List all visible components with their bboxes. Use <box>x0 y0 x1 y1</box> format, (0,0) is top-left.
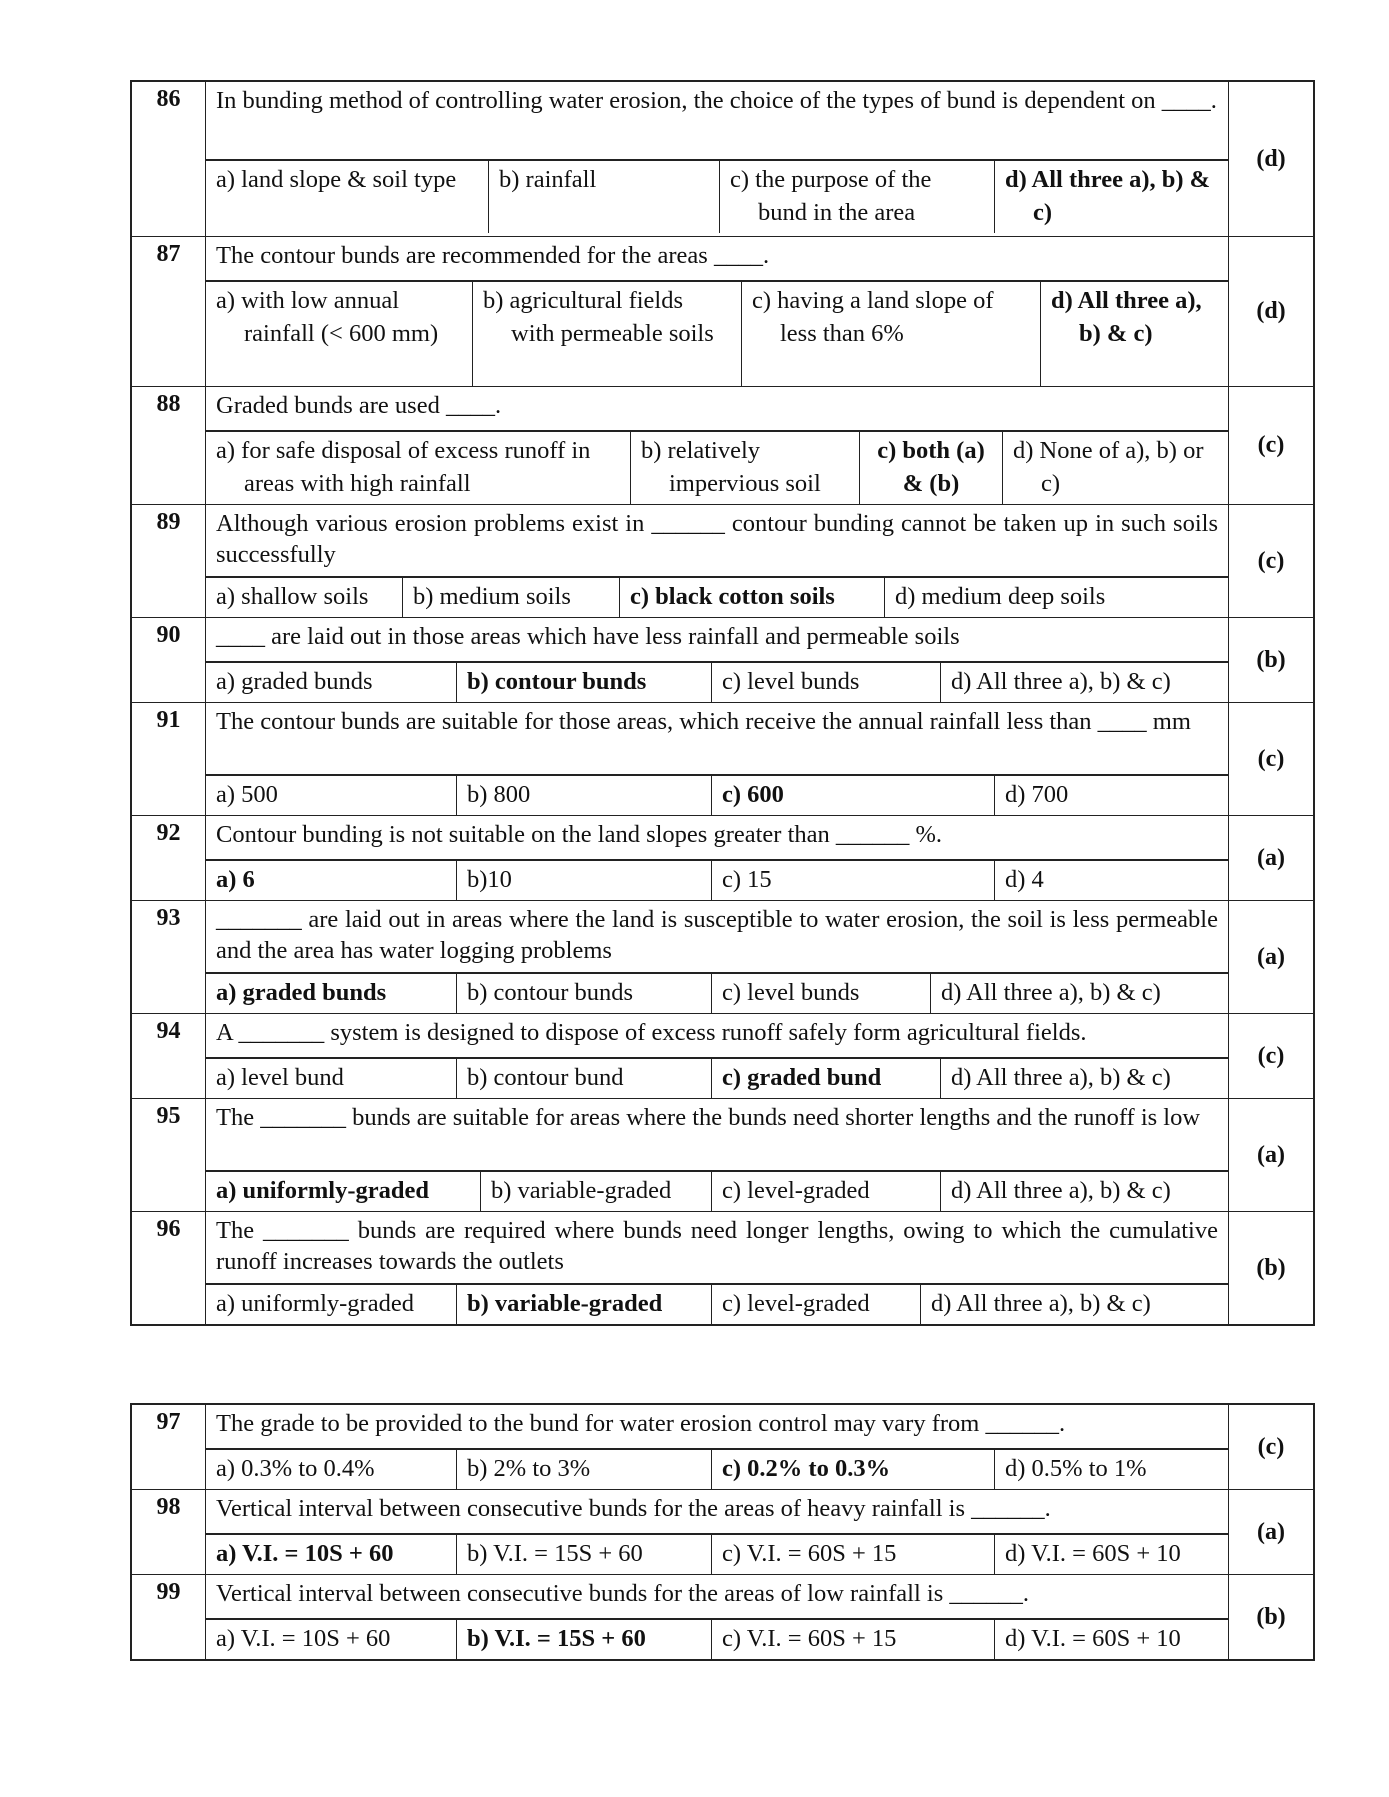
question-number: 88 <box>131 387 206 505</box>
option-a: a) graded bunds <box>216 668 373 695</box>
option-a: a) uniformly-graded <box>216 1290 414 1317</box>
option-a: a) level bund <box>216 1064 344 1091</box>
question-number: 87 <box>131 237 206 387</box>
answer-key: (c) <box>1229 505 1315 618</box>
option-d-correct: d) All three a), b) & c) <box>1041 282 1229 386</box>
question-row-87 <box>131 237 1314 282</box>
option-a: a) 0.3% to 0.4% <box>216 1455 375 1482</box>
option-b: b) contour bund <box>457 1059 712 1098</box>
question-row-92 <box>131 816 1314 861</box>
option-b: b) agricultural fields with permeable soils <box>473 282 742 386</box>
answer-key: (a) <box>1229 1490 1315 1575</box>
answer-key: (a) <box>1229 1099 1315 1212</box>
question-row-93 <box>131 901 1314 974</box>
option-d: d) All three a), b) & c) <box>941 1059 1229 1098</box>
question-number: 86 <box>131 81 206 237</box>
question-row-88 <box>131 387 1314 432</box>
question-text: The contour bunds are recommended for the areas ____. <box>206 237 1229 282</box>
question-number: 98 <box>131 1490 206 1575</box>
question-text: The grade to be provided to the bund for water erosion control may vary from ______. <box>206 1404 1229 1449</box>
option-c: c) V.I. = 60S + 15 <box>712 1535 995 1574</box>
option-a: a) 500 <box>216 781 278 808</box>
option-a: a) with low annual rainfall (< 600 mm) <box>216 287 439 347</box>
question-number: 91 <box>131 703 206 816</box>
question-row-96 <box>131 1212 1314 1285</box>
answer-key: (c) <box>1229 1014 1315 1099</box>
option-b: b) rainfall <box>489 161 720 233</box>
option-a: a) land slope & soil type <box>216 166 457 193</box>
question-row-90 <box>131 618 1314 663</box>
option-d: d) None of a), b) or c) <box>1003 432 1229 504</box>
question-text: Although various erosion problems exist in ______ contour bunding cannot be taken up in such soils successfully <box>206 505 1229 578</box>
option-d: d) 700 <box>995 776 1229 815</box>
answer-key: (d) <box>1229 81 1315 237</box>
question-text: _______ are laid out in areas where the land is susceptible to water erosion, the soil is less permeable and the area has water logging problems <box>206 901 1229 974</box>
question-number: 92 <box>131 816 206 901</box>
option-a: a) shallow soils <box>216 583 369 610</box>
answer-key: (c) <box>1229 1404 1315 1490</box>
question-number: 96 <box>131 1212 206 1326</box>
option-c: c) level bunds <box>712 663 941 702</box>
question-row-99 <box>131 1575 1314 1620</box>
option-a: a) V.I. = 10S + 60 <box>216 1625 391 1652</box>
question-text: In bunding method of controlling water erosion, the choice of the types of bund is dependent on ____. <box>206 81 1229 160</box>
answer-key: (d) <box>1229 237 1315 387</box>
option-c: c) level bunds <box>712 974 931 1013</box>
option-a-correct: a) V.I. = 10S + 60 <box>216 1540 394 1567</box>
option-b: b) contour bunds <box>457 974 712 1013</box>
option-b: b) variable-graded <box>481 1172 712 1211</box>
option-b: b) V.I. = 15S + 60 <box>457 1535 712 1574</box>
option-d: d) V.I. = 60S + 10 <box>995 1620 1229 1659</box>
question-text: The contour bunds are suitable for those areas, which receive the annual rainfall less than ____ mm <box>206 703 1229 776</box>
question-row-86 <box>131 81 1314 160</box>
option-b-correct: b) variable-graded <box>457 1285 712 1324</box>
answer-key: (c) <box>1229 703 1315 816</box>
option-c-correct: c) graded bund <box>712 1059 941 1098</box>
option-a-correct: a) graded bunds <box>216 979 387 1006</box>
mcq-table-1 <box>130 80 1315 1326</box>
question-row-89 <box>131 505 1314 578</box>
option-d: d) All three a), b) & c) <box>931 974 1229 1013</box>
option-c: c) level-graded <box>712 1285 921 1324</box>
answer-key: (c) <box>1229 387 1315 505</box>
option-d: d) All three a), b) & c) <box>941 663 1229 702</box>
question-text: ____ are laid out in those areas which have less rainfall and permeable soils <box>206 618 1229 663</box>
option-d-correct: d) All three a), b) & c) <box>995 161 1229 233</box>
option-b: b)10 <box>457 861 712 900</box>
option-c: c) V.I. = 60S + 15 <box>712 1620 995 1659</box>
option-a: a) for safe disposal of excess runoff in areas with high rainfall <box>216 437 591 497</box>
option-b: b) relatively impervious soil <box>631 432 860 504</box>
question-text: Contour bunding is not suitable on the land slopes greater than ______ %. <box>206 816 1229 861</box>
question-text: Vertical interval between consecutive bunds for the areas of heavy rainfall is ______. <box>206 1490 1229 1535</box>
option-c: c) level-graded <box>712 1172 941 1211</box>
question-row-94 <box>131 1014 1314 1059</box>
question-number: 90 <box>131 618 206 703</box>
option-c-correct: c) 600 <box>712 776 995 815</box>
question-row-98 <box>131 1490 1314 1535</box>
question-number: 95 <box>131 1099 206 1212</box>
option-d: d) medium deep soils <box>885 578 1229 617</box>
question-text: The _______ bunds are required where bunds need longer lengths, owing to which the cumulative runoff increases towards the outlets <box>206 1212 1229 1285</box>
option-c-correct: c) 0.2% to 0.3% <box>712 1450 995 1489</box>
question-number: 89 <box>131 505 206 618</box>
answer-key: (b) <box>1229 618 1315 703</box>
answer-key: (a) <box>1229 901 1315 1014</box>
question-number: 94 <box>131 1014 206 1099</box>
option-c-correct: c) black cotton soils <box>620 578 885 617</box>
question-number: 93 <box>131 901 206 1014</box>
answer-key: (a) <box>1229 816 1315 901</box>
question-number: 99 <box>131 1575 206 1661</box>
option-a-correct: a) uniformly-graded <box>216 1177 429 1204</box>
question-text: A _______ system is designed to dispose of excess runoff safely form agricultural fields. <box>206 1014 1229 1059</box>
option-c-correct: c) both (a) & (b) <box>860 432 1003 504</box>
question-text: The _______ bunds are suitable for areas where the bunds need shorter lengths and the runoff is low <box>206 1099 1229 1172</box>
question-row-95 <box>131 1099 1314 1172</box>
option-b-correct: b) V.I. = 15S + 60 <box>457 1620 712 1659</box>
option-b: b) medium soils <box>403 578 620 617</box>
option-d: d) All three a), b) & c) <box>941 1172 1229 1211</box>
mcq-table-2 <box>130 1403 1315 1661</box>
option-c: c) having a land slope of less than 6% <box>742 282 1041 386</box>
option-d: d) 0.5% to 1% <box>995 1450 1229 1489</box>
option-b: b) 2% to 3% <box>457 1450 712 1489</box>
option-d: d) All three a), b) & c) <box>921 1285 1229 1324</box>
question-row-97 <box>131 1404 1314 1449</box>
answer-key: (b) <box>1229 1212 1315 1326</box>
option-c: c) 15 <box>712 861 995 900</box>
question-row-91 <box>131 703 1314 776</box>
option-c: c) the purpose of the bund in the area <box>720 161 995 233</box>
option-a-correct: a) 6 <box>216 866 255 893</box>
answer-key: (b) <box>1229 1575 1315 1661</box>
option-b: b) 800 <box>457 776 712 815</box>
option-b-correct: b) contour bunds <box>457 663 712 702</box>
question-number: 97 <box>131 1404 206 1490</box>
question-text: Graded bunds are used ____. <box>206 387 1229 432</box>
option-d: d) 4 <box>995 861 1229 900</box>
question-text: Vertical interval between consecutive bunds for the areas of low rainfall is ______. <box>206 1575 1229 1620</box>
option-d: d) V.I. = 60S + 10 <box>995 1535 1229 1574</box>
